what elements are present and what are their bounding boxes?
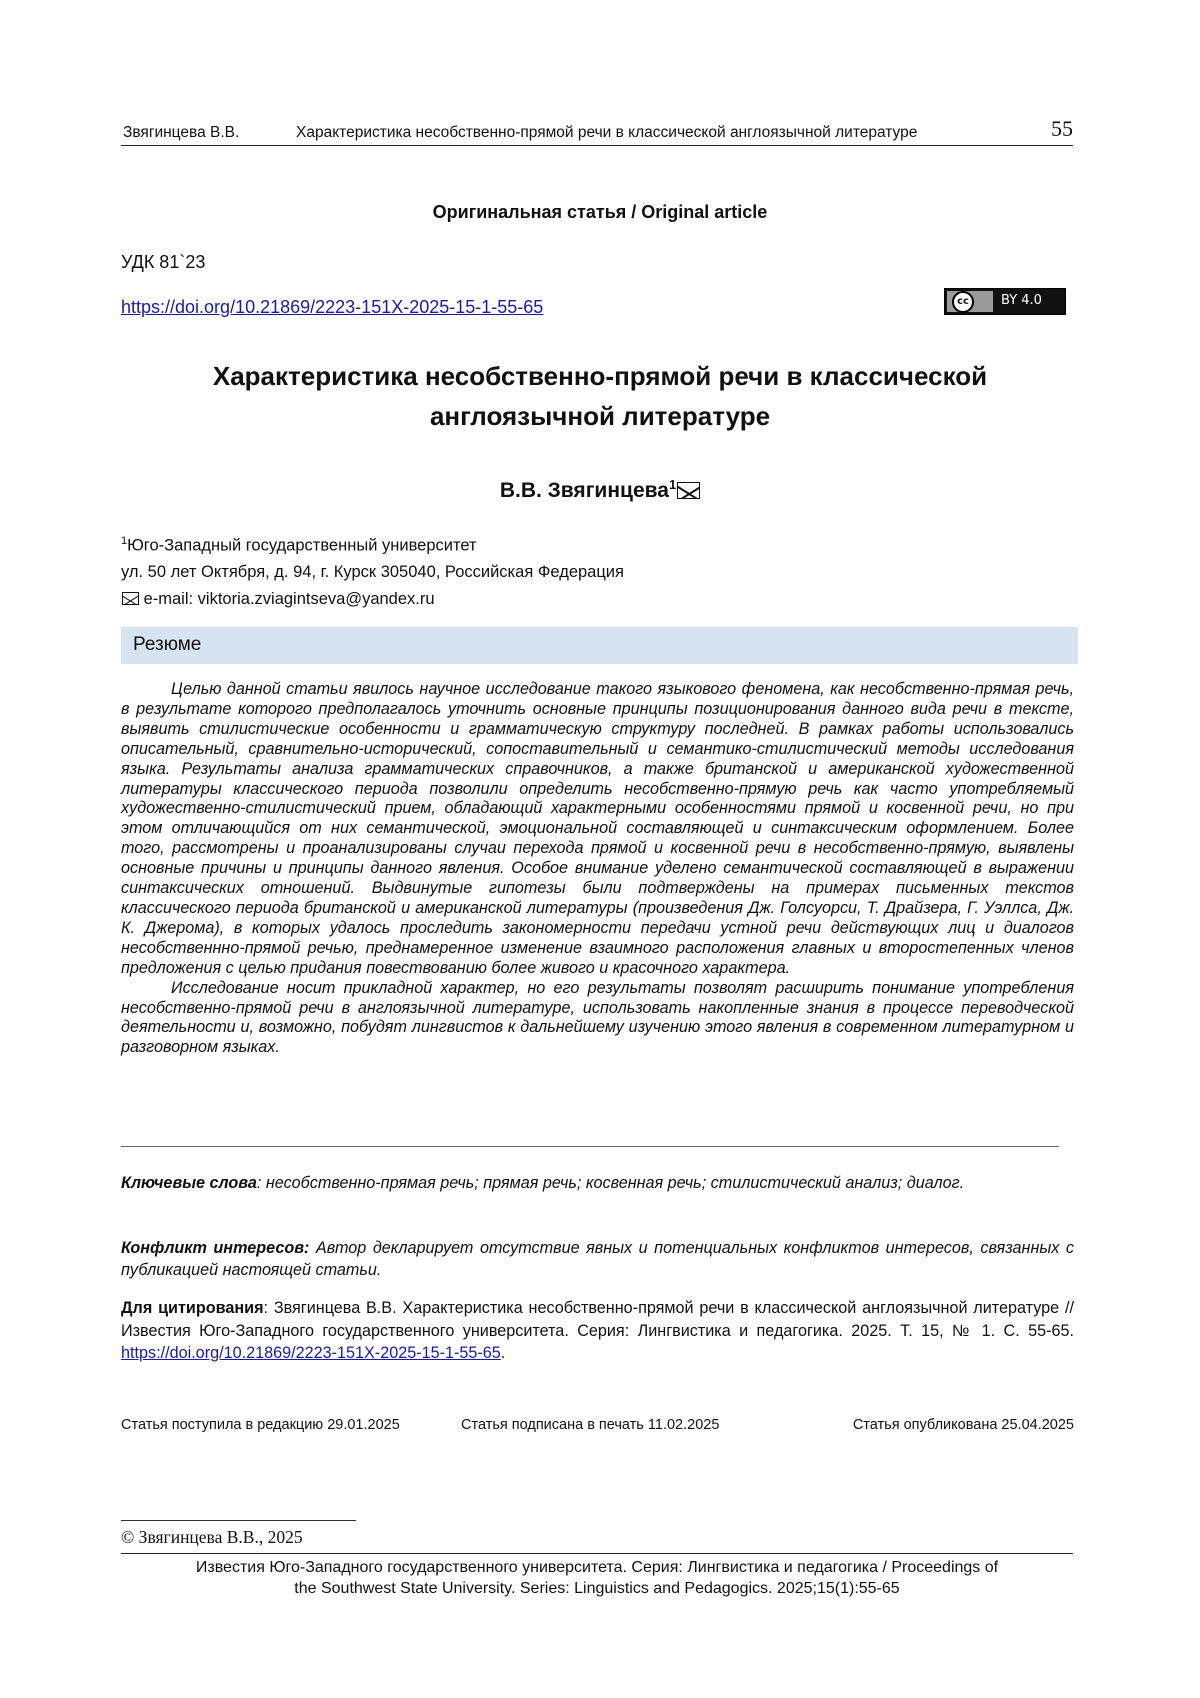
email-line [121,590,435,609]
keywords-label: Ключевые слова [121,1174,257,1192]
affiliation-address: ул. 50 лет Октября, д. 94, г. Курск 305040, Российская Федерация [121,562,624,581]
citation-text: : Звягинцева В.В. Характеристика несобственно-прямой речи в классической англоязычной литературе // Известия Юго-Западного государственного университета. Серия: Лингвистика и педагогика. 2025. Т. 15, № 1. С. 55-65. [121,1299,1074,1340]
cc-license-label: BY 4.0 [1001,293,1042,308]
author-name: В.В. Звягинцева [499,479,669,502]
resume-heading-bar [121,627,1078,664]
footer-line-1: Известия Юго-Западного государственного университета. Серия: Лингвистика и педагогика / Proceedings of [195,1559,999,1576]
doi-link[interactable]: https://doi.org/10.21869/2223-151X-2025-15-1-55-65 [121,297,544,317]
article-title [130,356,1070,436]
cc-license-badge[interactable] [944,288,1066,315]
affiliation-org: Юго-Западный государственный университет [127,536,477,555]
abstract-paragraph: Исследование носит прикладной характер, но его результаты позволят расширить понимание употребления несобственно-прямой речи в англоязычной литературе, использовать накопленные знания в процессе переводческой деятельности и, возможно, побудят лингвистов к дальнейшему изучению этого явления в современном литературном и разговорном языках. [121,978,1074,1057]
envelope-icon [677,482,700,499]
keywords [121,1172,1074,1194]
email-address[interactable]: e-mail: viktoria.zviagintseva@yandex.ru [143,590,435,608]
article-type: Оригинальная статья / Original article [432,202,768,222]
abstract [121,680,1074,1058]
udc-code: УДК 81`23 [121,252,206,272]
affiliation [121,528,624,585]
resume-heading: Резюме [133,634,202,655]
author-affil-sup: 1 [668,477,677,492]
separator-line [121,1146,1059,1147]
date-published: Статья опубликована 25.04.2025 [852,1417,1074,1433]
abstract-paragraph: Целью данной статьи явилось научное исследование такого языкового феномена, как несобственно-прямая речь, в результате которого предполагалось уточнить основные принципы позиционирования данного вида речи в тексте, выявить стилистические особенности и грамматическую структуру последней. В рамках работы использовались описательный, сравнительно-исторический, сопоставительный и семантико-стилистический методы исследования языка. Результаты анализа грамматических справочников, а также британской и американской художественной литературы классического периода позволили определить несобственно-прямую речь как часто употребляемый художественно-стилистический прием, обладающий характерными особенностями прямой и косвенной речи, но при этом отличающийся от них семантической, эмоциональной составляющей и синтаксическим оформлением. Более того, рассмотрены и проанализированы случаи перехода прямой и косвенной речи в несобственно-прямую, выявлены основные причины и принципы данного явления. Особое внимание уделено семантической составляющей в выражении синтаксических отношений. Выдвинутые гипотезы были подтверждены на примерах письменных текстов классического периода британской и американской литературы (произведения Дж. Голсуорси, Т. Драйзера, Г. Уэллса, Дж. К. Джерома), в которых удалось проследить закономерности передачи устной речи действующих лиц и диалогов несобственнно-прямой речью, преднамеренное изменение взаимного расположения главных и второстепенных членов предложения с целью придания повествованию более живого и красочного характера. [121,680,1074,977]
date-received: Статья поступила в редакцию 29.01.2025 [121,1417,400,1433]
page-number: 55 [1051,116,1073,141]
envelope-icon [122,592,139,605]
article-title-line: англоязычной литературе [429,401,771,431]
copyright: © Звягинцева В.В., 2025 [121,1527,303,1547]
citation-label: Для цитирования [121,1299,264,1317]
citation [121,1297,1074,1365]
footer-line-2: the Southwest State University. Series: Linguistics and Pedagogics. 2025;15(1):55-65 [294,1580,900,1597]
author-block [0,477,1200,503]
citation-doi-link[interactable]: https://doi.org/10.21869/2223-151X-2025-15-1-55-65 [121,1344,501,1362]
keywords-text: : несобственно-прямая речь; прямая речь; косвенная речь; стилистический анализ; диалог. [256,1174,965,1192]
journal-footer [121,1557,1073,1599]
header-title: Характеристика несобственно-прямой речи в классической англоязычной литературе [296,124,918,141]
date-signed: Статья подписана в печать 11.02.2025 [461,1417,720,1433]
citation-end: . [500,1344,506,1362]
running-header [121,118,1073,146]
header-author: Звягинцева В.В. [123,124,240,141]
conflict-label: Конфликт интересов: [121,1239,310,1257]
conflict-of-interest [121,1237,1074,1281]
affiliation-sup: 1 [121,535,128,547]
footer-rule [121,1553,1073,1554]
conflict-text: Автор декларирует отсутствие явных и потенциальных конфликтов интересов, связанных с публикацией настоящей статьи. [121,1239,1074,1279]
article-title-line: Характеристика несобственно-прямой речи в классической [212,361,988,391]
cc-icon: cc [952,291,974,313]
copyright-rule [121,1520,356,1521]
